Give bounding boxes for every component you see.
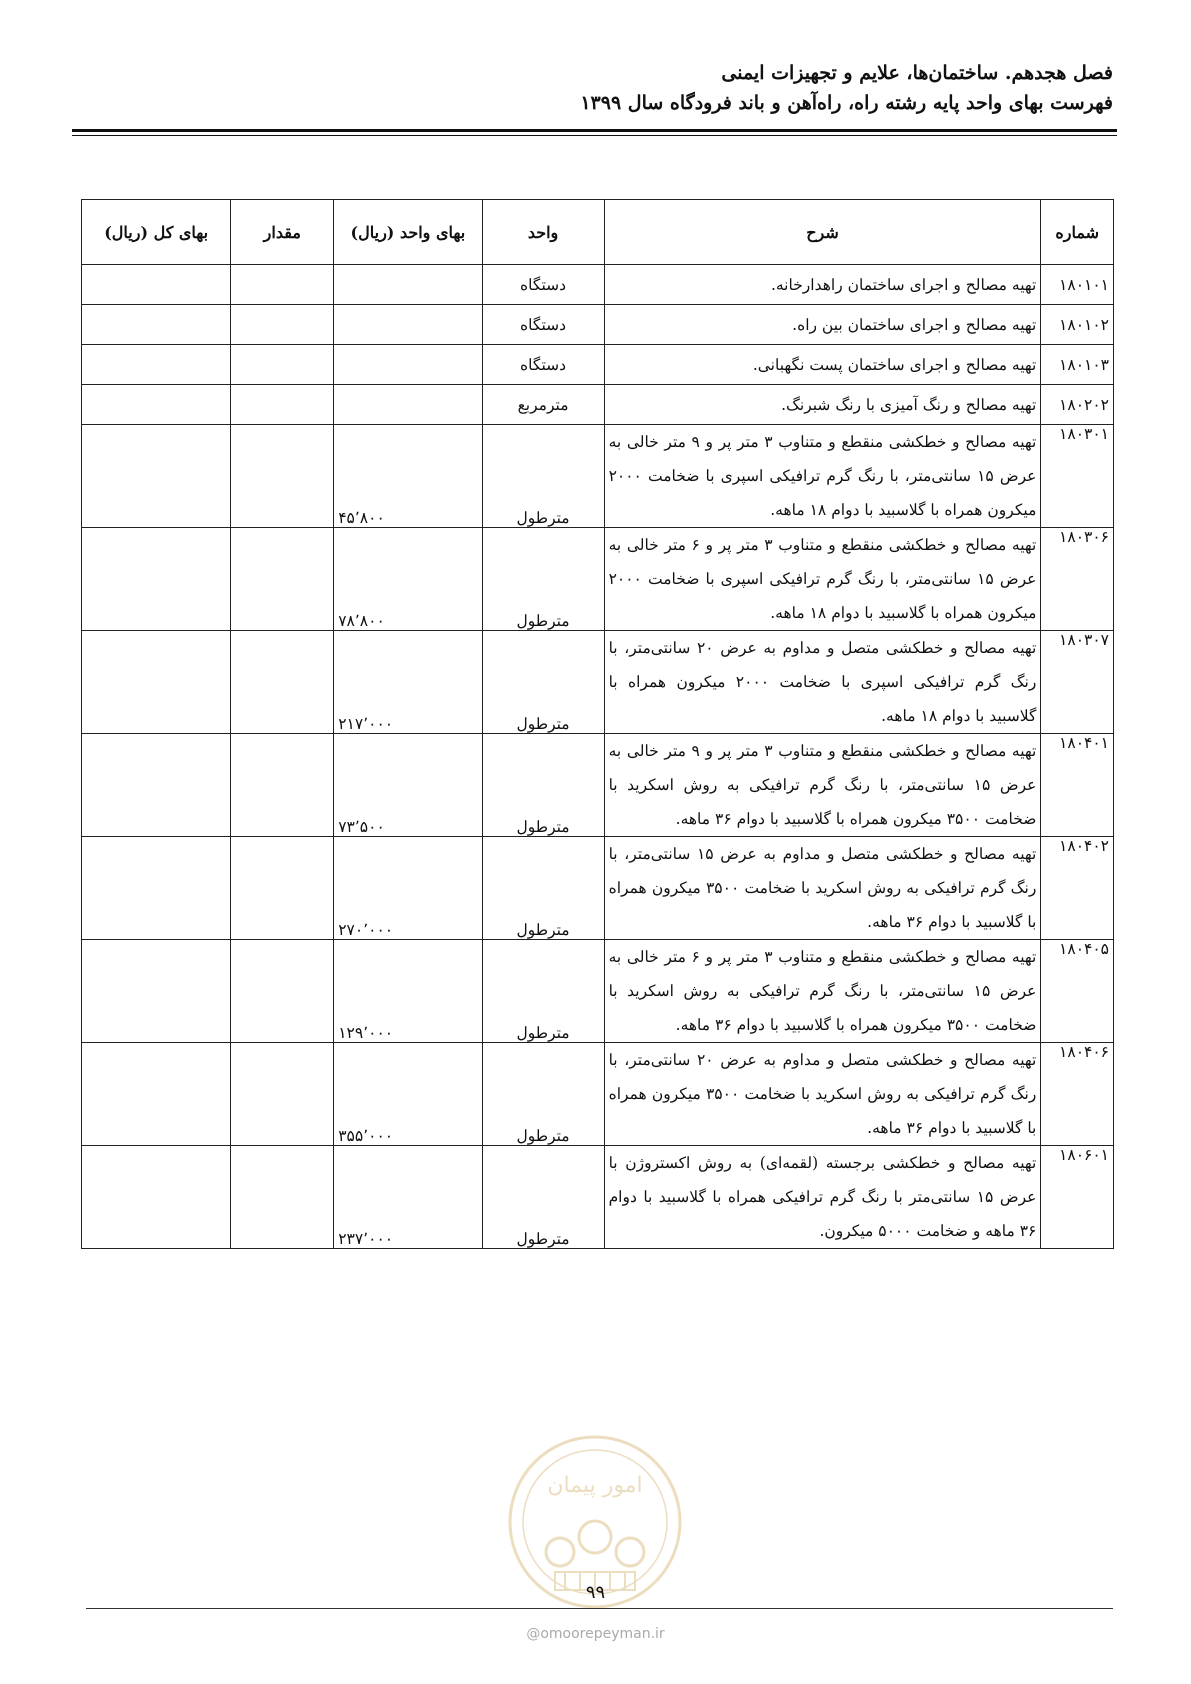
row-unit: مترطول (482, 734, 604, 837)
row-number: ۱۸۰۳۰۶ (1041, 528, 1114, 631)
column-header-unit-price: بهای واحد (ریال) (334, 200, 482, 265)
row-number: ۱۸۰۲۰۲ (1041, 385, 1114, 425)
table-row (82, 305, 1114, 345)
header-rule-thin (72, 135, 1117, 136)
row-total-price (82, 345, 231, 385)
row-unit: مترطول (482, 425, 604, 528)
row-total-price (82, 265, 231, 305)
table-row (82, 837, 1114, 940)
row-number: ۱۸۰۳۰۱ (1041, 425, 1114, 528)
table-row (82, 528, 1114, 631)
table-row (82, 631, 1114, 734)
row-unit-price: ۴۵٬۸۰۰ (334, 425, 482, 528)
row-quantity (231, 940, 334, 1043)
row-quantity (231, 345, 334, 385)
column-header-unit: واحد (482, 200, 604, 265)
table-row (82, 940, 1114, 1043)
header-rule-thick (72, 129, 1117, 132)
row-unit: دستگاه (482, 305, 604, 345)
row-unit-price: ۲۷۰٬۰۰۰ (334, 837, 482, 940)
row-total-price (82, 1043, 231, 1146)
row-quantity (231, 425, 334, 528)
row-quantity (231, 385, 334, 425)
table-row (82, 734, 1114, 837)
table-row (82, 1043, 1114, 1146)
row-unit-price: ۷۳٬۵۰۰ (334, 734, 482, 837)
row-unit-price (334, 305, 482, 345)
row-quantity (231, 734, 334, 837)
row-total-price (82, 1146, 231, 1249)
row-unit-price (334, 345, 482, 385)
row-quantity (231, 265, 334, 305)
row-description: تهیه مصالح و خطکشی متصل و مداوم به عرض ۲۰ سانتی‌متر، با رنگ گرم ترافیکی اسپری با ضخامت ۲۰۰۰ میکرون همراه با گلاسبید با دوام ۱۸ ماهه. (604, 631, 1041, 734)
watermark-text: @omoorepeyman.ir (526, 1626, 665, 1642)
row-total-price (82, 385, 231, 425)
row-number: ۱۸۰۴۰۲ (1041, 837, 1114, 940)
column-header-total-price: بهای کل (ریال) (82, 200, 231, 265)
row-total-price (82, 631, 231, 734)
row-total-price (82, 940, 231, 1043)
row-number: ۱۸۰۴۰۱ (1041, 734, 1114, 837)
chapter-title: فصل هجدهم. ساختمان‌ها، علایم و تجهیزات ایمنی (721, 62, 1113, 84)
column-header-quantity: مقدار (231, 200, 334, 265)
row-total-price (82, 305, 231, 345)
row-description: تهیه مصالح و خطکشی منقطع و متناوب ۳ متر پر و ۹ متر خالی به عرض ۱۵ سانتی‌متر، با رنگ گرم ترافیکی اسپری با ضخامت ۲۰۰۰ میکرون همراه با گلاسبید با دوام ۱۸ ماهه. (604, 425, 1041, 528)
row-unit: مترمربع (482, 385, 604, 425)
row-description: تهیه مصالح و خطکشی متصل و مداوم به عرض ۲۰ سانتی‌متر، با رنگ گرم ترافیکی به روش اسکرید با ضخامت ۳۵۰۰ میکرون همراه با گلاسبید با دوام ۳۶ ماهه. (604, 1043, 1041, 1146)
table-row (82, 1146, 1114, 1249)
row-quantity (231, 1043, 334, 1146)
page-number: ۹۹ (585, 1582, 606, 1603)
row-quantity (231, 528, 334, 631)
row-description: تهیه مصالح و خطکشی منقطع و متناوب ۳ متر پر و ۶ متر خالی به عرض ۱۵ سانتی‌متر، با رنگ گرم ترافیکی اسپری با ضخامت ۲۰۰۰ میکرون همراه با گلاسبید با دوام ۱۸ ماهه. (604, 528, 1041, 631)
row-number: ۱۸۰۴۰۵ (1041, 940, 1114, 1043)
row-unit-price: ۲۳۷٬۰۰۰ (334, 1146, 482, 1249)
row-quantity (231, 631, 334, 734)
table-row (82, 265, 1114, 305)
column-header-description: شرح (604, 200, 1041, 265)
row-unit-price: ۲۱۷٬۰۰۰ (334, 631, 482, 734)
row-unit: دستگاه (482, 265, 604, 305)
row-description: تهیه مصالح و اجرای ساختمان راهدارخانه. (604, 265, 1041, 305)
row-total-price (82, 837, 231, 940)
row-description: تهیه مصالح و خطکشی منقطع و متناوب ۳ متر پر و ۹ متر خالی به عرض ۱۵ سانتی‌متر، با رنگ گرم ترافیکی به روش اسکرید با ضخامت ۳۵۰۰ میکرون همراه با گلاسبید با دوام ۳۶ ماهه. (604, 734, 1041, 837)
table-header-row (82, 200, 1114, 265)
row-unit-price (334, 385, 482, 425)
table-row (82, 425, 1114, 528)
page-header (72, 58, 1113, 118)
row-description: تهیه مصالح و رنگ آمیزی با رنگ شبرنگ. (604, 385, 1041, 425)
row-unit: مترطول (482, 1043, 604, 1146)
row-description: تهیه مصالح و خطکشی برجسته (لقمه‌ای) به روش اکستروژن با عرض ۱۵ سانتی‌متر با رنگ گرم ترافیکی همراه با گلاسبید با دوام ۳۶ ماهه و ضخامت ۵۰۰۰ میکرون. (604, 1146, 1041, 1249)
row-unit-price: ۷۸٬۸۰۰ (334, 528, 482, 631)
row-unit-price: ۳۵۵٬۰۰۰ (334, 1043, 482, 1146)
row-unit: مترطول (482, 631, 604, 734)
row-unit: مترطول (482, 1146, 604, 1249)
row-description: تهیه مصالح و اجرای ساختمان پست نگهبانی. (604, 345, 1041, 385)
row-unit: دستگاه (482, 345, 604, 385)
row-unit: مترطول (482, 528, 604, 631)
row-quantity (231, 1146, 334, 1249)
row-total-price (82, 425, 231, 528)
seal-text: امور پیمان (547, 1473, 643, 1498)
row-number: ۱۸۰۱۰۱ (1041, 265, 1114, 305)
row-unit: مترطول (482, 837, 604, 940)
table-row (82, 385, 1114, 425)
row-unit-price: ۱۲۹٬۰۰۰ (334, 940, 482, 1043)
row-description: تهیه مصالح و خطکشی متصل و مداوم به عرض ۱۵ سانتی‌متر، با رنگ گرم ترافیکی به روش اسکرید با ضخامت ۳۵۰۰ میکرون همراه با گلاسبید با دوام ۳۶ ماهه. (604, 837, 1041, 940)
row-number: ۱۸۰۴۰۶ (1041, 1043, 1114, 1146)
row-total-price (82, 528, 231, 631)
row-description: تهیه مصالح و خطکشی منقطع و متناوب ۳ متر پر و ۶ متر خالی به عرض ۱۵ سانتی‌متر، با رنگ گرم ترافیکی به روش اسکرید با ضخامت ۳۵۰۰ میکرون همراه با گلاسبید با دوام ۳۶ ماهه. (604, 940, 1041, 1043)
row-number: ۱۸۰۱۰۳ (1041, 345, 1114, 385)
row-total-price (82, 734, 231, 837)
row-unit-price (334, 265, 482, 305)
row-number: ۱۸۰۶۰۱ (1041, 1146, 1114, 1249)
row-quantity (231, 837, 334, 940)
price-table (81, 199, 1114, 1249)
row-unit: مترطول (482, 940, 604, 1043)
table-row (82, 345, 1114, 385)
column-header-number: شماره (1041, 200, 1114, 265)
document-title: فهرست بهای واحد پایه رشته راه، راه‌آهن و باند فرودگاه سال ۱۳۹۹ (580, 92, 1113, 114)
row-description: تهیه مصالح و اجرای ساختمان بین راه. (604, 305, 1041, 345)
row-quantity (231, 305, 334, 345)
row-number: ۱۸۰۳۰۷ (1041, 631, 1114, 734)
footer-rule (86, 1608, 1113, 1609)
row-number: ۱۸۰۱۰۲ (1041, 305, 1114, 345)
